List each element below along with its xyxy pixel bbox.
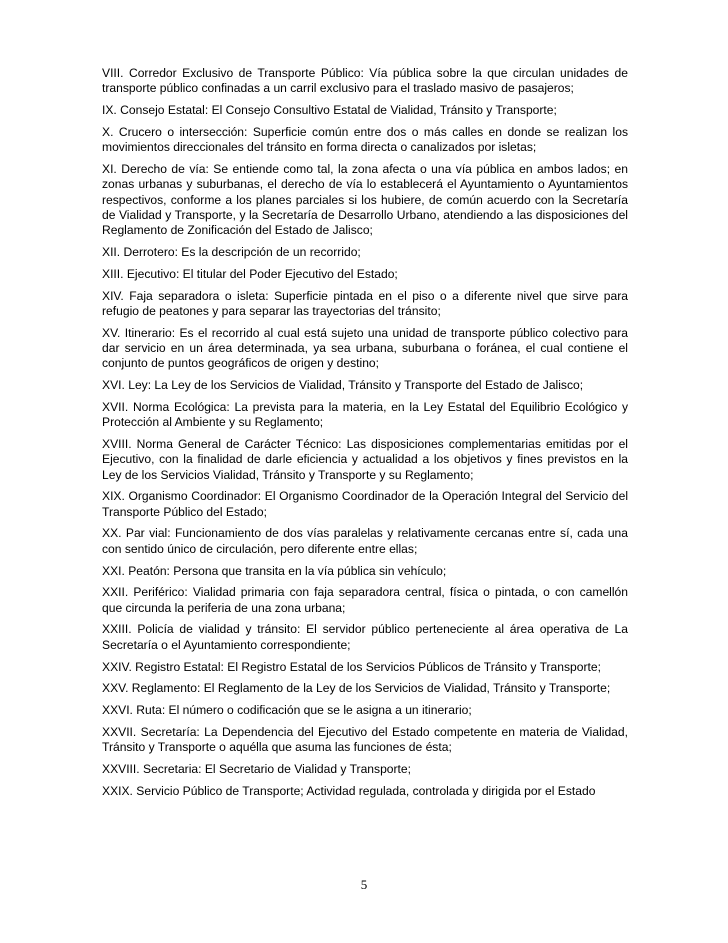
document-body: [102, 66, 628, 806]
definition-xxv: XXV. Reglamento: El Reglamento de la Ley de los Servicios de Vialidad, Tránsito y Transporte;: [102, 681, 611, 696]
definition-xvii: XVII. Norma Ecológica: La prevista para la materia, en la Ley Estatal del Equilibrio Ecológico y Protección al Ambiente y su Reglamento;: [102, 399, 628, 430]
definition-xi: XI. Derecho de vía: Se entiende como tal, la zona afecta o una vía pública en ambos lados; en zonas urbanas y suburbanas, el derecho de vía lo establecerá el Ayuntamiento o Ayuntamientos respectivos, conforme a los planes parciales si los hubiere, de común acuerdo con la Secretaría de Vialidad y Transporte, y la Secretaría de Desarrollo Urbano, atendiendo a las disposiciones del Reglamento de Zonificación del Estado de Jalisco;: [102, 161, 628, 238]
definition-viii: VIII. Corredor Exclusivo de Transporte Público: Vía pública sobre la que circulan unidades de transporte público confinadas a un carril exclusivo para el traslado masivo de pasajeros;: [102, 66, 628, 96]
definition-xxii: XXII. Periférico: Vialidad primaria con faja separadora central, física o pintada, o con camellón que circunda la periferia de una zona urbana;: [102, 585, 628, 615]
definition-xiv: XIV. Faja separadora o isleta: Superficie pintada en el piso o a diferente nivel que sirve para refugio de peatones y para separar las trayectorias del tránsito;: [102, 288, 628, 318]
definition-xxiv: XXIV. Registro Estatal: El Registro Estatal de los Servicios Públicos de Tránsito y Transporte;: [102, 659, 601, 674]
definition-xxvii: XXVII. Secretaría: La Dependencia del Ejecutivo del Estado competente en materia de Vialidad, Tránsito y Transporte o aquélla que asuma las funciones de ésta;: [102, 724, 628, 755]
definition-xx: XX. Par vial: Funcionamiento de dos vías paralelas y relativamente cercanas entre sí, cada una con sentido único de circulación, pero diferente entre ellas;: [102, 526, 628, 556]
definition-ix: IX. Consejo Estatal: El Consejo Consultivo Estatal de Vialidad, Tránsito y Transporte;: [102, 103, 557, 118]
definition-xxviii: XXVIII. Secretaria: El Secretario de Vialidad y Transporte;: [102, 761, 411, 776]
definition-xviii: XVIII. Norma General de Carácter Técnico: Las disposiciones complementarias emitidas por el Ejecutivo, con la finalidad de darle eficiencia y actualidad a los objetivos y fines previstos en la Ley de los Servicios Vialidad, Tránsito y Transporte y su Reglamento;: [102, 436, 628, 482]
definition-xiii: XIII. Ejecutivo: El titular del Poder Ejecutivo del Estado;: [102, 266, 398, 281]
page-number: 5: [360, 877, 368, 892]
definition-xii: XII. Derrotero: Es la descripción de un recorrido;: [102, 244, 361, 259]
definition-x: X. Crucero o intersección: Superficie común entre dos o más calles en donde se realizan los movimientos direccionales del tránsito en forma directa o canalizados por isletas;: [102, 124, 628, 155]
definition-xxix: XXIX. Servicio Público de Transporte; Actividad regulada, controlada y dirigida por el Estado: [102, 783, 596, 798]
definition-xix: XIX. Organismo Coordinador: El Organismo Coordinador de la Operación Integral del Servicio del Transporte Público del Estado;: [102, 489, 628, 519]
definition-xxvi: XXVI. Ruta: El número o codificación que se le asigna a un itinerario;: [102, 703, 472, 718]
definition-xxiii: XXIII. Policía de vialidad y tránsito: El servidor público perteneciente al área operativa de La Secretaría o el Ayuntamiento correspondiente;: [102, 622, 628, 652]
definition-xxi: XXI. Peatón: Persona que transita en la vía pública sin vehículo;: [102, 563, 447, 578]
definition-xvi: XVI. Ley: La Ley de los Servicios de Vialidad, Tránsito y Transporte del Estado de Jalisco;: [102, 378, 584, 393]
definition-xv: XV. Itinerario: Es el recorrido al cual está sujeto una unidad de transporte público colectivo para dar servicio en un área determinada, ya sea urbana, suburbana o foránea, el cual contiene el conjunto de puntos geográficos de origen y destino;: [102, 325, 628, 371]
